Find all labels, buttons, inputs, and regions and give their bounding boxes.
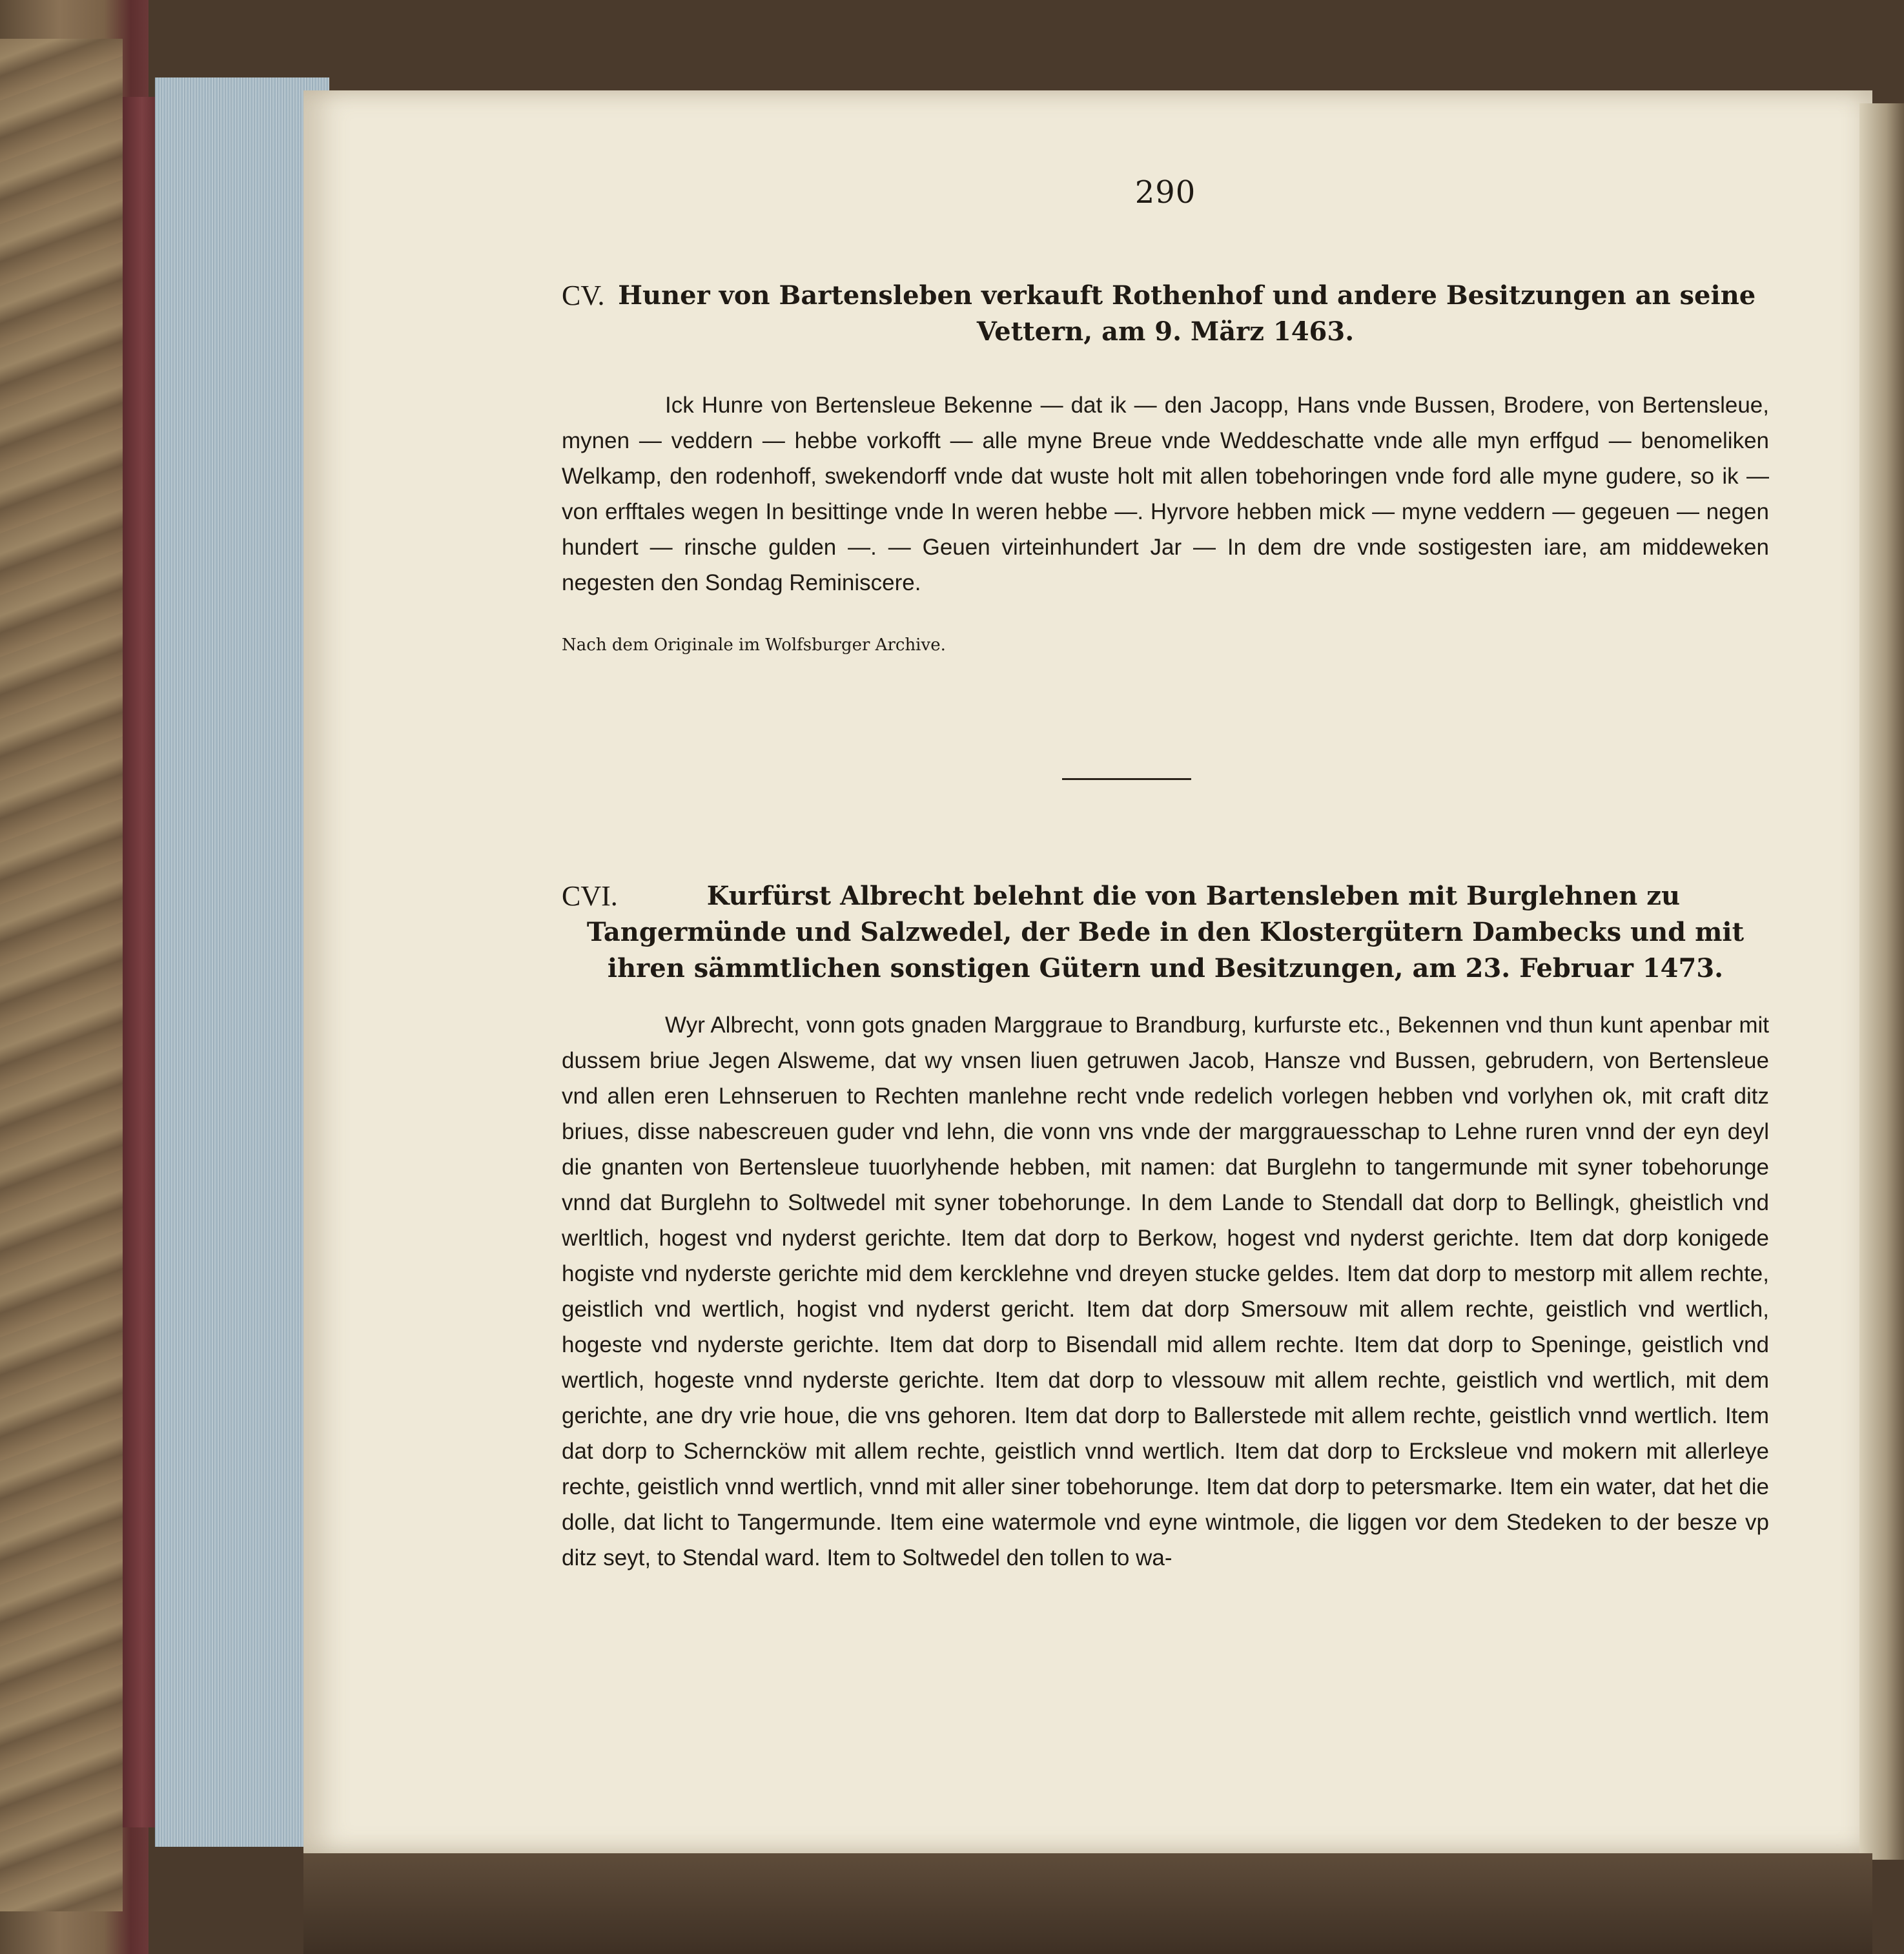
marbled-endpaper bbox=[0, 39, 123, 1911]
page-content bbox=[562, 161, 1769, 1570]
section-cvi-body bbox=[562, 1007, 1769, 1576]
section-cv-body bbox=[562, 387, 1769, 601]
page-number: 290 bbox=[1134, 174, 1196, 211]
page-right-edge bbox=[1859, 103, 1904, 1860]
section-cvi-title: Kurfürst Albrecht belehnt die von Bartensleben mit Burglehnen zu Tangermünde und Salzwedel, der Bede in den Klostergütern Dambecks und mit ihren sämmtlichen sonstigen Gütern und Besitzungen, am 23. Februar 1473. bbox=[586, 881, 1745, 983]
section-cvi-number: CVI. bbox=[562, 880, 618, 912]
section-cv-title: Huner von Bartensleben verkauft Rothenhof und andere Besitzungen an seine Vettern, am 9. März 1463. bbox=[618, 280, 1756, 347]
section-cv-body-text: Ick Hunre von Bertensleue Bekenne — dat ik — den Jacopp, Hans vnde Bussen, Brodere, von Bertensleue, mynen — veddern — hebbe vorkofft — alle myne Breue vnde Weddeschatte vnde alle myn erffgud — benomeliken Welkamp, den rodenhoff, swekendorff vnde dat wuste holt mit allen tobehoringen vnde ford alle myne gudere, so ik — von erfftales wegen In besittinge vnde In weren hebbe —. Hyrvore hebben mick — myne veddern — gegeuen — negen hundert — rinsche gulden —. — Geuen virteinhundert Jar — In dem dre vnde sostigesten iare, am middeweken negesten den Sondag Reminiscere. bbox=[562, 393, 1769, 595]
bottom-shadow bbox=[303, 1853, 1872, 1954]
section-cv-heading bbox=[562, 278, 1769, 350]
section-divider bbox=[1062, 778, 1191, 780]
section-cvi-body-text: Wyr Albrecht, vonn gots gnaden Marggraue to Brandburg, kurfurste etc., Bekennen vnd thun kunt apenbar mit dussem briue Jegen Alsweme, dat wy vnsen liuen getruwen Jacob, Hansze vnd Bussen, gebrudern, von Bertensleue vnd allen eren Lehnseruen to Rechten manlehne recht vnde redelich vorlegen hebben vnd vorlyhen ok, mit craft ditz briues, disse nabescreuen guder vnd lehn, die vonn vns vnde der marggrauesschap to Lehne ruren vnnd der eyn deyl die gnanten von Bertensleue tuuorlyhende hebben, mit namen: dat Burglehn to tangermunde mit syner tobehorunge vnnd dat Burglehn to Soltwedel mit syner tobehorunge. In dem Lande to Stendall dat dorp to Bellingk, gheistlich vnd werltlich, hogest vnd nyderst gerichte. Item dat dorp to Berkow, hogest vnd nyderst gerichte. Item dat dorp konigede hogiste vnd nyderste gerichte mid dem kercklehne vnd dreyen stucke geldes. Item dat dorp to mestorp mit allem rechte, geistlich vnd wertlich, hogist vnd nyderst gericht. Item dat dorp Smersouw mit allem rechte, geistlich vnd wertlich, hogeste vnd nyderste gerichte. Item dat dorp to Bisendall mid allem rechte. Item dat dorp to Speninge, geistlich vnd wertlich, hogeste vnnd nyderste gerichte. Item dat dorp to vlessouw mit allem rechte, geistlich vnd wertlich, mit dem gerichte, ane dry vrie houe, die vns gehoren. Item dat dorp to Ballerstede mit allem rechte, geistlich vnnd wertlich. Item dat dorp to Scherncköw mit allem rechte, geistlich vnnd wertlich. Item dat dorp to Ercksleue vnd mokern mit allerleye rechte, geistlich vnnd wertlich, vnnd mit aller siner tobehorunge. Item dat dorp to petersmarke. Item ein water, dat het die dolle, dat licht to Tangermunde. Item eine watermole vnd eyne wintmole, die liggen vor dem Stedeken to der besze vp ditz seyt, to Stendal ward. Item to Soltwedel den tollen to wa- bbox=[562, 1013, 1769, 1570]
section-cv-number: CV. bbox=[562, 280, 605, 311]
section-cv-source: Nach dem Originale im Wolfsburger Archive. bbox=[562, 635, 946, 655]
section-cvi-heading bbox=[562, 878, 1769, 987]
